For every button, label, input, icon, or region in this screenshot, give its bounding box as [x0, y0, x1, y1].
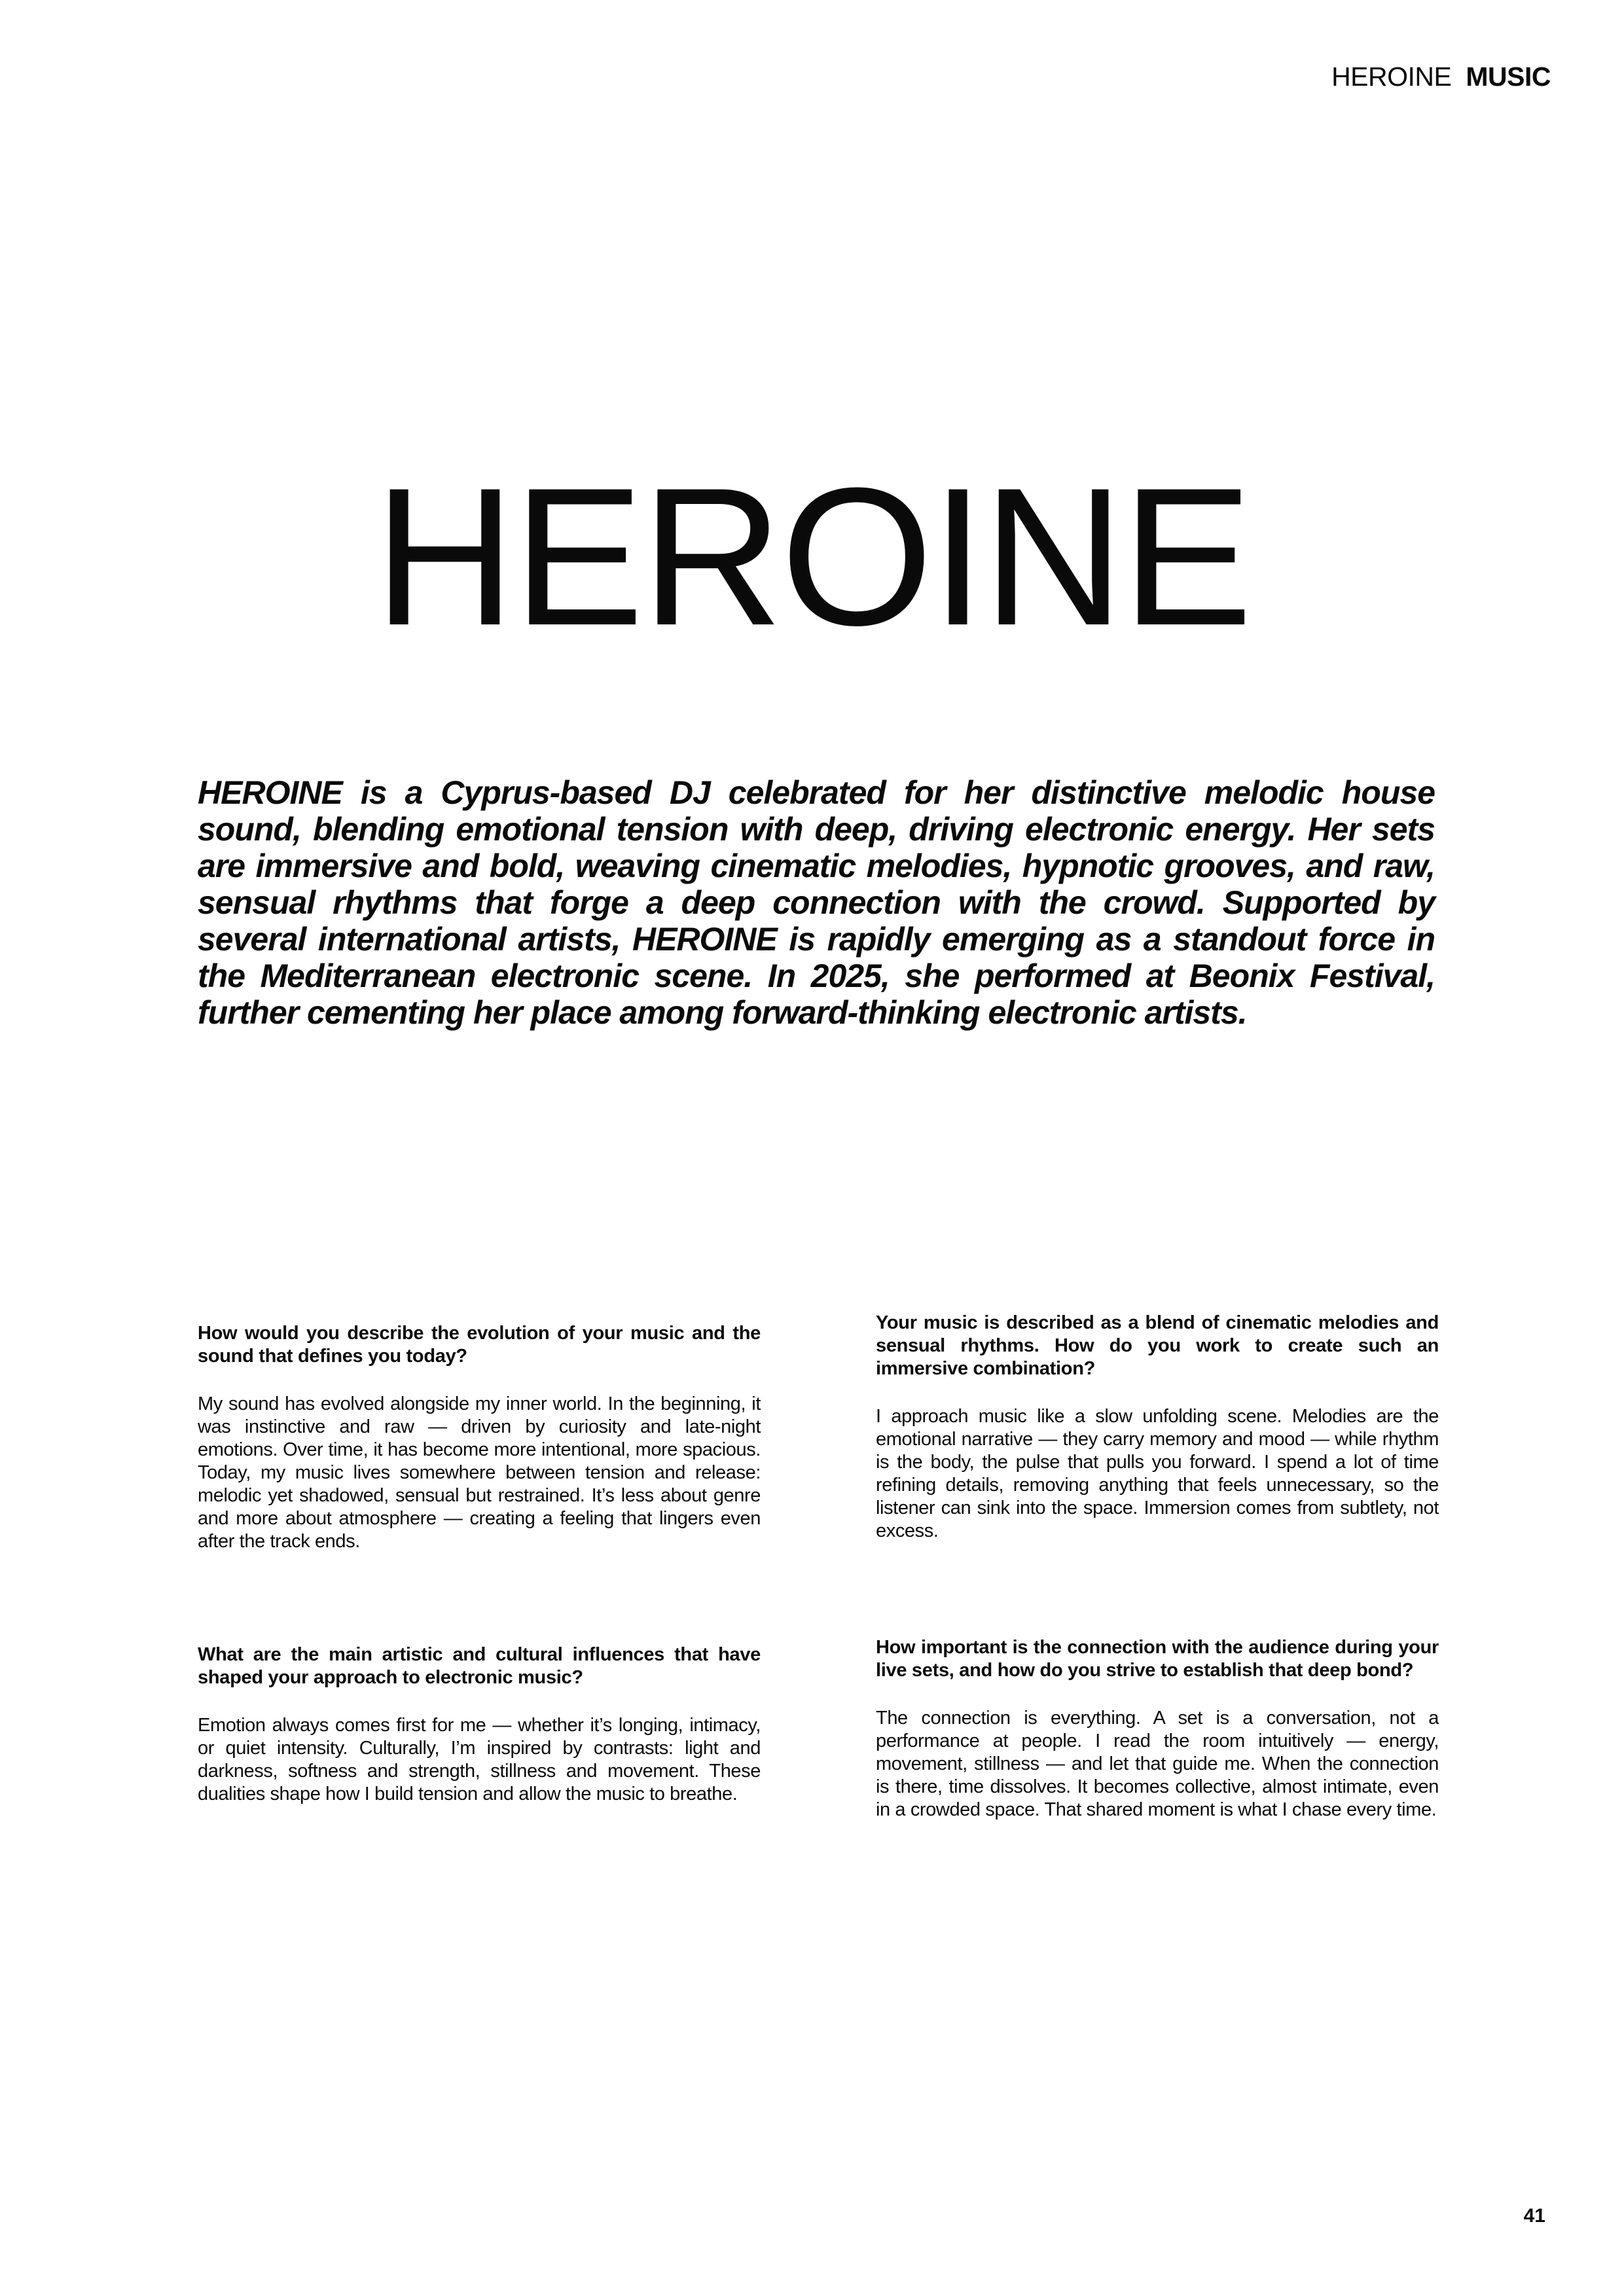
interview-answer: Emotion always comes first for me — whether it’s longing, intimacy, or quiet intensity. Culturally, I’m inspired by contrasts: light and darkness, softness and strength, stillness and movement. These dualities shape how I build tension and allow the music to breathe. — [198, 1715, 761, 1804]
intro-paragraph: HEROINE is a Cyprus-based DJ celebrated for her distinctive melodic house sound, blending emotional tension with deep, driving electronic energy. Her sets are immersive and bold, weaving cinematic melodies, hypnotic grooves, and raw, sensual rhythms that forge a deep connection with the crowd. Supported by several international artists, HEROINE is rapidly emerging as a standout force in the Mediterranean electronic scene. In 2025, she performed at Beonix Festival, further cementing her place among forward-thinking electronic artists. — [198, 774, 1435, 1031]
interview-question: What are the main artistic and cultural influences that have shaped your approach to electronic music? — [198, 1644, 761, 1688]
page-number: 41 — [1523, 2205, 1545, 2227]
interview-answer: The connection is everything. A set is a conversation, not a performance at people. I read the room intuitively — energy, movement, stillness — and let that guide me. When the connection is there, time dissolves. It becomes collective, almost intimate, even in a crowded space. That shared moment is what I chase every time. — [876, 1708, 1439, 1820]
interview-answer: My sound has evolved alongside my inner world. In the beginning, it was instinctive and raw — driven by curiosity and late-night emotions. Over time, it has become more intentional, more spacious. Today, my music lives somewhere between tension and release: melodic yet shadowed, sensual but restrained. It’s less about genre and more about atmosphere — creating a feeling that lingers even after the track ends. — [198, 1393, 761, 1552]
interview-block-4 — [876, 1636, 1439, 1821]
interview-block-3 — [198, 1643, 761, 1806]
running-head-section: HEROINE — [1331, 62, 1452, 92]
interview-question: Your music is described as a blend of cinematic melodies and sensual rhythms. How do you work to create such an immersive combination? — [876, 1312, 1439, 1379]
running-head — [1331, 60, 1551, 93]
interview-question: How would you describe the evolution of your music and the sound that defines you today? — [198, 1323, 761, 1367]
interview-question: How important is the connection with the audience during your live sets, and how do you strive to establish that deep bond? — [876, 1637, 1439, 1681]
interview-block-1 — [198, 1322, 761, 1553]
running-head-category: MUSIC — [1466, 62, 1551, 92]
interview-block-2 — [876, 1312, 1439, 1543]
article-title: HEROINE — [374, 446, 1250, 666]
interview-answer: I approach music like a slow unfolding scene. Melodies are the emotional narrative — they carry memory and mood — while rhythm is the body, the pulse that pulls you forward. I spend a lot of time refining details, removing anything that feels unnecessary, so the listener can sink into the space. Immersion comes from subtlety, not excess. — [876, 1406, 1439, 1541]
